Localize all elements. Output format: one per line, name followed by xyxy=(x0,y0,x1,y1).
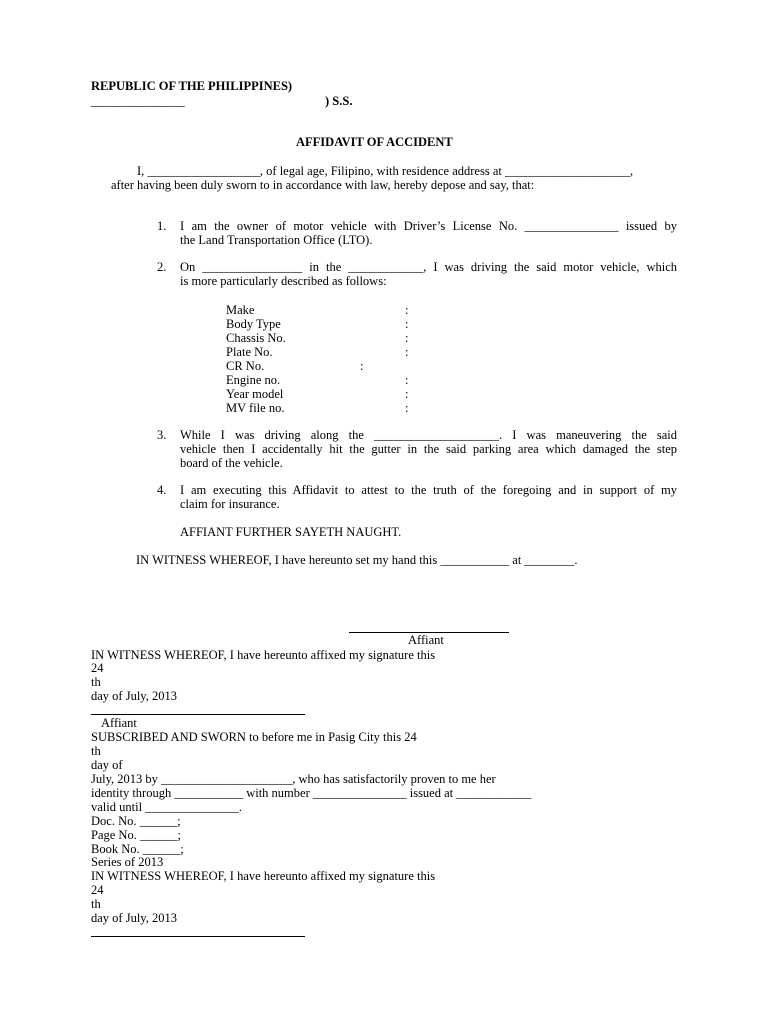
field-cr-label: CR No. xyxy=(226,359,265,373)
series-year: Series of 2013 xyxy=(91,855,164,869)
witness-clause: IN WITNESS WHEREOF, I have hereunto set my hand this ___________ at ________. xyxy=(136,553,578,567)
sig1-day-suffix: th xyxy=(91,675,101,689)
doc-number: Doc. No. ______; xyxy=(91,814,181,828)
field-mv-file-colon: : xyxy=(405,401,409,415)
item-4-number: 4. xyxy=(157,483,167,497)
jurat-day-suffix: th xyxy=(91,744,101,758)
item-1-line-1: I am the owner of motor vehicle with Driver’s License No. _______________ issued by xyxy=(180,219,677,233)
document-title: AFFIDAVIT OF ACCIDENT xyxy=(296,135,453,149)
sig2-day-suffix: th xyxy=(91,897,101,911)
item-1-number: 1. xyxy=(157,219,167,233)
item-4-line-2: claim for insurance. xyxy=(180,497,280,511)
sig1-affiant-label: Affiant xyxy=(101,716,137,730)
jurat-line-1: SUBSCRIBED AND SWORN to before me in Pasig City this 24 xyxy=(91,730,417,744)
item-3-line-3: board of the vehicle. xyxy=(180,456,283,470)
field-make-colon: : xyxy=(405,303,409,317)
jurat-day-of: day of xyxy=(91,758,123,772)
sig2-witness-line: IN WITNESS WHEREOF, I have hereunto affixed my signature this xyxy=(91,869,436,883)
ss-label: ) S.S. xyxy=(325,94,353,108)
intro-line-1: I, __________________, of legal age, Filipino, with residence address at ____________________, xyxy=(137,164,634,178)
book-number: Book No. ______; xyxy=(91,842,184,856)
field-plate-label: Plate No. xyxy=(226,345,273,359)
field-body-type-label: Body Type xyxy=(226,317,281,331)
jurat-line-4: valid until _______________. xyxy=(91,800,243,814)
sig2-signature-line xyxy=(91,936,305,937)
jurat-line-2: July, 2013 by _____________________, who has satisfactorily proven to me her xyxy=(91,772,496,786)
field-body-type-colon: : xyxy=(405,317,409,331)
sig2-day-number: 24 xyxy=(91,883,104,897)
further-sayeth: AFFIANT FURTHER SAYETH NAUGHT. xyxy=(180,525,402,539)
item-4-line-1: I am executing this Affidavit to attest to the truth of the foregoing and in support of my xyxy=(180,483,677,497)
field-mv-file-label: MV file no. xyxy=(226,401,285,415)
field-cr-colon: : xyxy=(360,359,364,373)
sig1-day-number: 24 xyxy=(91,661,104,675)
item-3-line-1: While I was driving along the ____________________. I was maneuvering the said xyxy=(180,428,677,442)
field-chassis-label: Chassis No. xyxy=(226,331,286,345)
field-chassis-colon: : xyxy=(405,331,409,345)
venue-blank: _______________ xyxy=(91,94,185,108)
item-1-line-2: the Land Transportation Office (LTO). xyxy=(180,233,373,247)
field-year-label: Year model xyxy=(226,387,284,401)
field-year-colon: : xyxy=(405,387,409,401)
sig1-date: day of July, 2013 xyxy=(91,689,177,703)
item-2-line-1: On ________________ in the ____________, I was driving the said motor vehicle, which xyxy=(180,260,677,274)
field-plate-colon: : xyxy=(405,345,409,359)
affiant-label: Affiant xyxy=(408,633,444,647)
field-make-label: Make xyxy=(226,303,255,317)
field-engine-label: Engine no. xyxy=(226,373,281,387)
item-2-line-2: is more particularly described as follows: xyxy=(180,274,387,288)
sig2-date: day of July, 2013 xyxy=(91,911,177,925)
item-3-line-2: vehicle then I accidentally hit the gutter in the said parking area which damaged the step xyxy=(180,442,677,456)
intro-line-2: after having been duly sworn to in accordance with law, hereby depose and say, that: xyxy=(111,178,535,192)
item-2-number: 2. xyxy=(157,260,167,274)
sig1-signature-line xyxy=(91,714,305,715)
jurat-line-3: identity through ___________ with number _______________ issued at ____________ xyxy=(91,786,532,800)
page-number: Page No. ______; xyxy=(91,828,181,842)
field-engine-colon: : xyxy=(405,373,409,387)
sig1-witness-line: IN WITNESS WHEREOF, I have hereunto affixed my signature this xyxy=(91,648,436,662)
item-3-number: 3. xyxy=(157,428,167,442)
republic-heading: REPUBLIC OF THE PHILIPPINES) xyxy=(91,79,293,93)
